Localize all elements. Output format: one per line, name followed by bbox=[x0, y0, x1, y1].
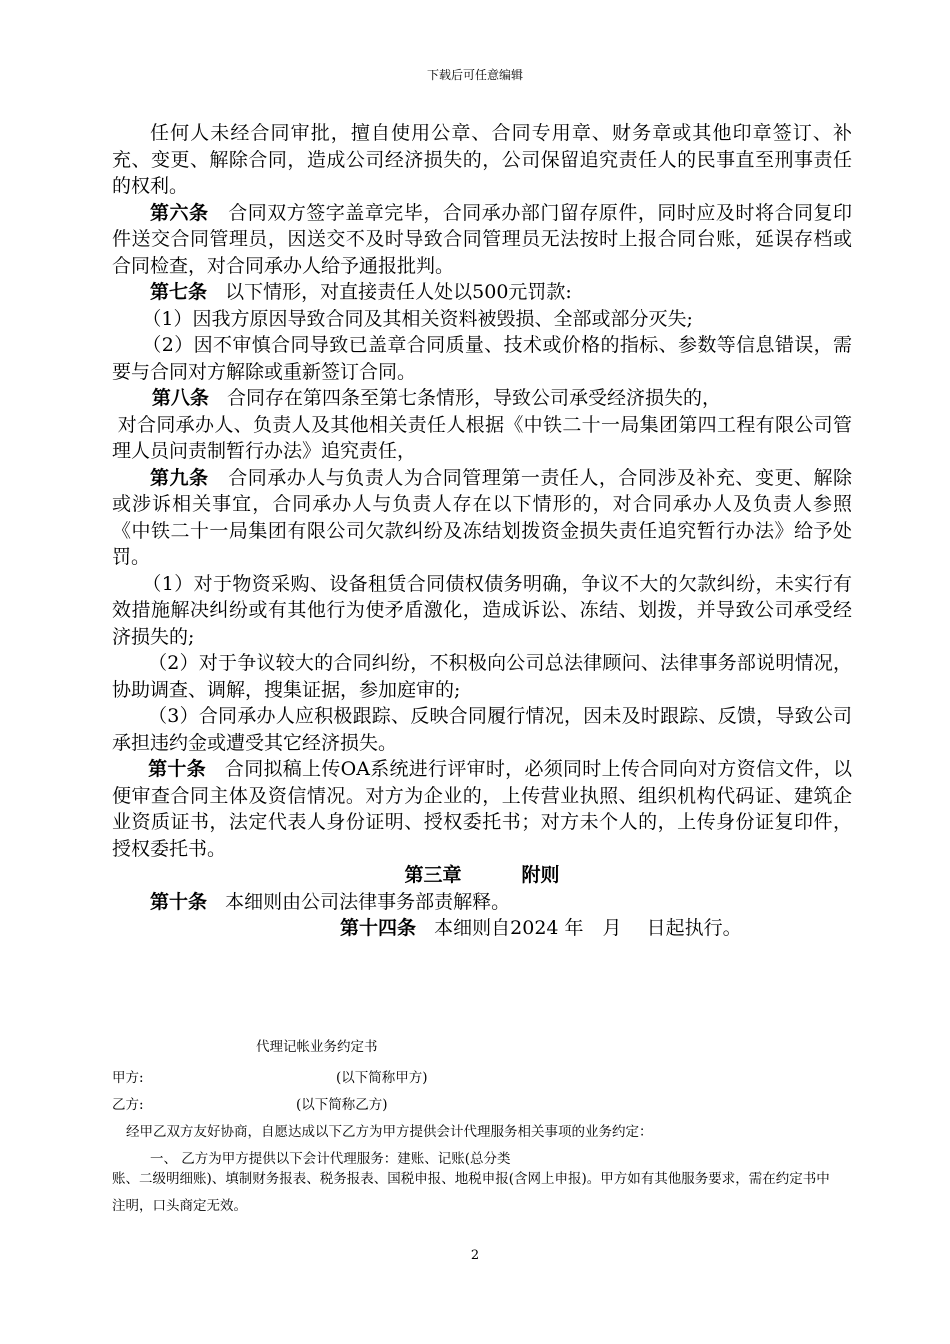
list-item: （1）对于物资采购、设备租赁合同债权债务明确，争议不大的欠款纠纷，未实行有效措施解决纠纷或有其他行为使矛盾激化，造成诉讼、冻结、划拨，并导致公司承受经济损失的; bbox=[112, 572, 852, 648]
article-text: 本细则自2024 年 月 日起执行。 bbox=[434, 917, 742, 939]
party-a-label: 甲方: bbox=[112, 1070, 144, 1086]
article-9 bbox=[112, 465, 852, 571]
party-a-line bbox=[112, 1065, 852, 1092]
agreement-intro: 经甲乙双方友好协商，自愿达成以下乙方为甲方提供会计代理服务相关事项的业务约定： bbox=[126, 1124, 653, 1140]
chapter-heading bbox=[112, 862, 852, 889]
agreement-title: 代理记帐业务约定书 bbox=[256, 1039, 378, 1055]
page-number: 2 bbox=[470, 1248, 480, 1263]
article-text: 合同存在第四条至第七条情形，导致公司承受经济损失的， bbox=[227, 387, 722, 409]
paragraph: 任何人未经合同审批，擅自使用公章、合同专用章、财务章或其他印章签订、补充、变更、解除合同，造成公司经济损失的，公司保留追究责任人的民事直至刑事责任的权利。 bbox=[112, 122, 852, 197]
chapter-number: 第三章 bbox=[404, 864, 462, 886]
party-a-note: (以下简称甲方) bbox=[336, 1070, 428, 1086]
article-text: 合同双方签字盖章完毕，合同承办部门留存原件，同时应及时将合同复印件送交合同管理员，因送交不及时导致合同管理员无法按时上报合同台账，延误存档或合同检查，对合同承办人给予通报批判。 bbox=[112, 201, 852, 277]
list-item: （2）对于争议较大的合同纠纷，不积极向公司总法律顾问、法律事务部说明情况，协助调查、调解，搜集证据，参加庭审的; bbox=[112, 652, 852, 701]
article-label: 第十条 bbox=[148, 758, 206, 780]
list-item: （3）合同承办人应积极跟踪、反映合同履行情况，因未及时跟踪、反馈，导致公司承担违约金或遭受其它经济损失。 bbox=[112, 705, 852, 754]
party-b-note: (以下简称乙方) bbox=[296, 1097, 388, 1113]
article-6 bbox=[112, 200, 852, 280]
article-7 bbox=[112, 279, 852, 306]
list-item: （1）因我方原因导致合同及其相关资料被毁损、全部或部分灭失; bbox=[142, 307, 693, 330]
party-b-label: 乙方: bbox=[112, 1097, 144, 1113]
agreement-item-1-rest: 账、二级明细账)、填制财务报表、税务报表、国税申报、地税申报(含网上申报)。甲方如有其他服务要求，需在约定书中注明，口头商定无效。 bbox=[112, 1171, 830, 1214]
document-body bbox=[112, 120, 852, 942]
chapter-title: 附则 bbox=[521, 864, 560, 886]
article-text: 以下情形，对直接责任人处以500元罚款: bbox=[225, 281, 572, 303]
party-b-line bbox=[112, 1092, 852, 1119]
agreement-item-1-first: 一、 乙方为甲方提供以下会计代理服务：建账、记账(总分类 bbox=[150, 1151, 511, 1167]
page-header: 下载后可任意编辑 bbox=[426, 68, 523, 82]
article-text: 合同拟稿上传OA系统进行评审时，必须同时上传合同向对方资信文件，以便审查合同主体及资信情况。对方为企业的，上传营业执照、组织机构代码证、建筑企业资质证书，法定代表人身份证明、授权委托书；对方未个人的，上传身份证复印件，授权委托书。 bbox=[112, 758, 852, 860]
article-8 bbox=[112, 385, 852, 412]
list-item: （2）因不审慎合同导致已盖章合同质量、技术或价格的指标、参数等信息错误，需要与合同对方解除或重新签订合同。 bbox=[112, 334, 852, 383]
paragraph: 对合同承办人、负责人及其他相关责任人根据《中铁二十一局集团第四工程有限公司管理人员问责制暂行办法》追究责任， bbox=[112, 413, 852, 462]
article-label: 第八条 bbox=[151, 387, 209, 409]
article-text: 本细则由公司法律事务部责解释。 bbox=[225, 890, 511, 913]
article-10b bbox=[112, 889, 852, 916]
article-label: 第七条 bbox=[150, 281, 208, 303]
article-label: 第九条 bbox=[150, 466, 209, 489]
article-label: 第十四条 bbox=[340, 917, 417, 939]
article-label: 第十条 bbox=[150, 890, 208, 913]
article-10 bbox=[112, 756, 852, 862]
article-14 bbox=[112, 915, 852, 942]
article-label: 第六条 bbox=[150, 201, 209, 224]
article-text: 合同承办人与负责人为合同管理第一责任人，合同涉及补充、变更、解除或涉诉相关事宜，合同承办人与负责人存在以下情形的，对合同承办人及负责人参照《中铁二十一局集团有限公司欠款纠纷及冻结划拨资金损失责任追究暂行办法》给予处罚。 bbox=[112, 466, 852, 568]
